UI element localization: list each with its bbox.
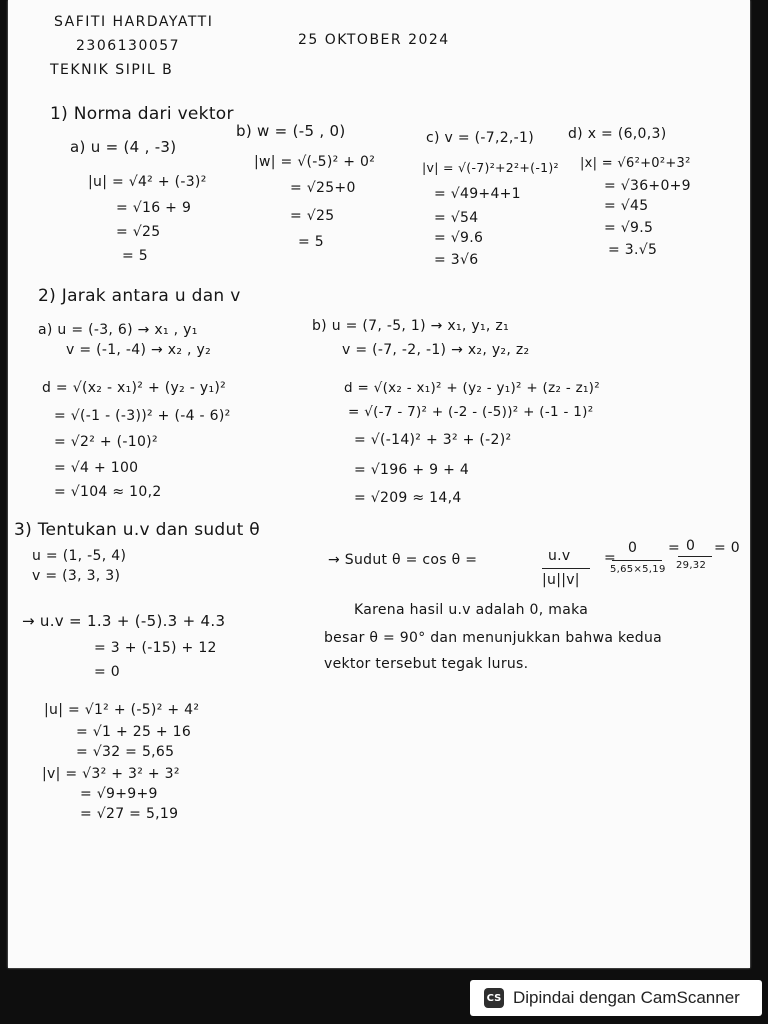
line: = 5 [298,234,324,250]
class: TEKNIK SIPIL B [50,62,174,78]
camscanner-icon: CS [484,988,504,1008]
line: → u.v = 1.3 + (-5).3 + 4.3 [22,612,226,630]
line: = √25+0 [290,180,356,196]
given-v: v = (3, 3, 3) [32,568,121,584]
line: a) u = (4 , -3) [70,138,177,156]
angle-label: → Sudut θ = cos θ = [328,552,478,568]
line: = √45 [604,198,649,214]
line: d = √(x₂ - x₁)² + (y₂ - y₁)² [42,380,227,396]
line: |w| = √(-5)² + 0² [254,154,376,170]
section2-title: 2) Jarak antara u dan v [38,286,241,306]
frac1-num: 0 [628,540,638,556]
line: = √36+0+9 [604,178,691,194]
line: = 3 + (-15) + 12 [94,640,217,656]
line: |v| = √(-7)²+2²+(-1)² [422,160,559,175]
watermark-text: Dipindai dengan CamScanner [513,988,740,1007]
line: b) w = (-5 , 0) [236,122,346,140]
angle-numerator: u.v [548,548,571,564]
frac2-den: 29,32 [676,560,707,571]
line: = √(-1 - (-3))² + (-4 - 6)² [54,408,231,424]
line: |u| = √1² + (-5)² + 4² [44,702,200,718]
line: = √27 = 5,19 [80,806,179,822]
line: = √32 = 5,65 [76,744,175,760]
date: 25 OKTOBER 2024 [298,32,450,48]
angle-denominator: |u||v| [542,572,580,588]
line: = √104 ≈ 10,2 [54,484,162,500]
frac1-den: 5,65×5,19 [610,564,666,575]
line: = 0 [94,664,120,680]
line: = √(-7 - 7)² + (-2 - (-5))² + (-1 - 1)² [348,404,594,420]
student-id: 2306130057 [76,38,181,54]
line: = √9.6 [434,230,484,246]
line: = 5 [122,248,148,264]
line: = √196 + 9 + 4 [354,462,470,478]
line: = √9.5 [604,220,654,236]
line: c) v = (-7,2,-1) [426,130,534,146]
line: a) u = (-3, 6) → x₁ , y₁ [38,322,198,338]
line: = 3√6 [434,252,479,268]
line: = √9+9+9 [80,786,158,802]
line: v = (-1, -4) → x₂ , y₂ [66,342,212,358]
line: |v| = √3² + 3² + 3² [42,766,180,782]
angle-result: = 0 [714,540,740,556]
line: b) u = (7, -5, 1) → x₁, y₁, z₁ [312,318,509,334]
line: = √209 ≈ 14,4 [354,490,462,506]
frac2-num: 0 [686,538,696,554]
line: d = √(x₂ - x₁)² + (y₂ - y₁)² + (z₂ - z₁)² [344,380,600,396]
line: = 3.√5 [608,242,658,258]
student-name: SAFITI HARDAYATTI [54,14,214,30]
eq: = [668,540,681,556]
line: |x| = √6²+0²+3² [580,156,691,171]
given-u: u = (1, -5, 4) [32,548,127,564]
line: d) x = (6,0,3) [568,126,667,142]
line: = √1 + 25 + 16 [76,724,192,740]
line: = √4 + 100 [54,460,139,476]
line: = √16 + 9 [116,200,192,216]
line: = √(-14)² + 3² + (-2)² [354,432,512,448]
line: vektor tersebut tegak lurus. [324,656,529,672]
section1-title: 1) Norma dari vektor [50,104,234,124]
line: = √49+4+1 [434,186,521,202]
line: |u| = √4² + (-3)² [88,174,207,190]
line: = √25 [116,224,161,240]
line: Karena hasil u.v adalah 0, maka [354,602,589,618]
line: besar θ = 90° dan menunjukkan bahwa kedua [324,630,663,646]
eq: = [604,550,617,566]
camscanner-watermark [470,980,762,1016]
line: = √25 [290,208,335,224]
line: = √2² + (-10)² [54,434,158,450]
line: v = (-7, -2, -1) → x₂, y₂, z₂ [342,342,530,358]
section3-title: 3) Tentukan u.v dan sudut θ [14,520,260,540]
scanned-page [8,0,750,968]
line: = √54 [434,210,479,226]
